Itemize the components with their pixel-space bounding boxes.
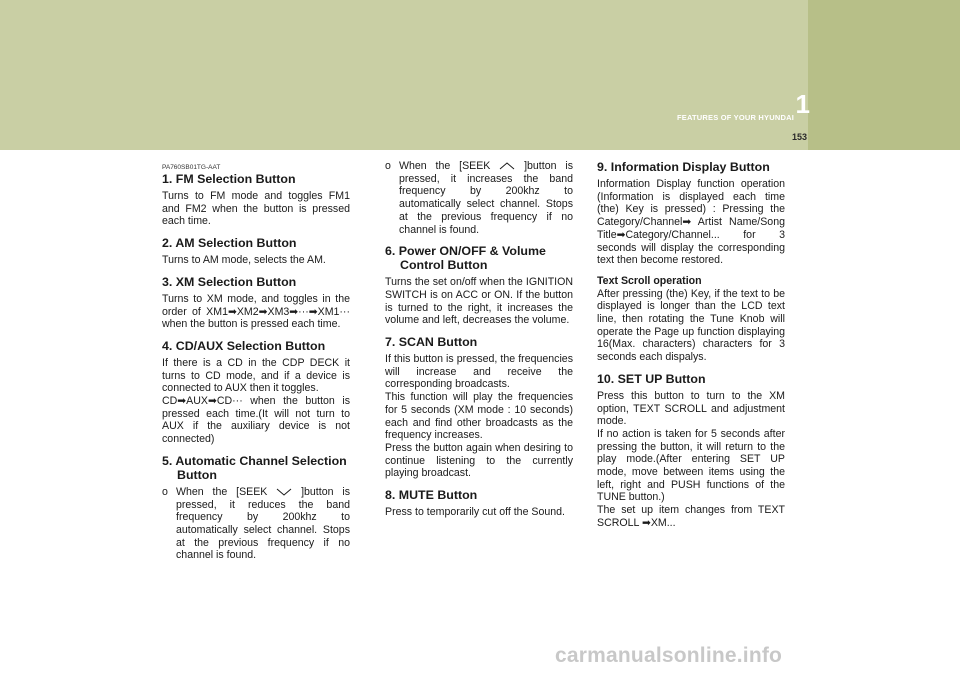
heading-info-display-button: 9. Information Display Button xyxy=(597,160,770,174)
text-scan-button-3: Press the button again when desiring to continue listening to the currently playing broadcast. xyxy=(385,441,573,480)
text-fm-button: Turns to FM mode and toggles FM1 and FM2 when the button is pressed each time. xyxy=(162,190,350,228)
text-cd-aux-button-1: If there is a CD in the CDP DECK it turns to CD mode, and if a device is connected to AUX then it toggles. xyxy=(162,356,350,395)
document-code: PA760SB01TG-AAT xyxy=(162,164,221,171)
text-setup-button-3: The set up item changes from TEXT SCROLL ➡XM... xyxy=(597,504,785,529)
heading-am-button: 2. AM Selection Button xyxy=(162,236,297,251)
heading-cd-aux-button: 4. CD/AUX Selection Button xyxy=(162,338,326,353)
chapter-tab xyxy=(808,0,960,150)
chevron-up-icon xyxy=(499,162,515,170)
chapter-number: 1 xyxy=(795,89,810,119)
text-text-scroll: After pressing (the) Key, if the text to be displayed is longer than the LCD text line, then rotating the Tune Knob will operate the Page up function displaying 16(Max. characters) characters for 3 seconds each dispalys. xyxy=(597,287,785,364)
subheading-text-scroll: Text Scroll operation xyxy=(597,274,702,287)
heading-mute-button: 8. MUTE Button xyxy=(385,488,478,503)
text-xm-button: Turns to XM mode, and toggles in the order of XM1➡XM2➡XM3➡···➡XM1··· when the button is pressed each time. xyxy=(162,292,350,331)
bullet-mark: o xyxy=(162,485,168,498)
watermark: carmanualsonline.info xyxy=(555,644,783,667)
column-left xyxy=(162,160,350,570)
heading-auto-channel-button: 5. Automatic Channel Selection Button xyxy=(162,453,347,482)
heading-fm-button: 1. FM Selection Button xyxy=(162,172,296,186)
text-setup-button-1: Press this button to turn to the XM option, TEXT SCROLL and adjustment mode. xyxy=(597,389,785,428)
text-cd-aux-button-2: CD➡AUX➡CD··· when the button is pressed each time.(It will not turn to AUX if the auxiliary device is not connected) xyxy=(162,395,350,446)
heading-scan-button: 7. SCAN Button xyxy=(385,335,478,350)
text-info-display-button: Information Display function operation (Information is displayed each time (the) Key is pressed) : Pressing the Category/Channel➡ Artist Name/Song Title➡Category/Channel... for 3 seconds will display the corresponding text then become restored. xyxy=(597,178,785,267)
text-mute-button: Press to temporarily cut off the Sound. xyxy=(385,506,565,519)
list-item xyxy=(162,486,350,562)
heading-setup-button: 10. SET UP Button xyxy=(597,371,706,386)
section-title: FEATURES OF YOUR HYUNDAI xyxy=(676,113,794,122)
text-am-button: Turns to AM mode, selects the AM. xyxy=(162,254,326,267)
bullet-mark: o xyxy=(385,160,391,172)
list-item xyxy=(385,160,573,236)
text-setup-button-2: If no action is taken for 5 seconds after pressing the button, it will return to the play mode.(After entering SET UP mode, move between items using the left, right and PUSH functions of the TUNE button.) xyxy=(597,427,785,504)
text-seek-down: When the [SEEK ]button is pressed, it reduces the band frequency by 200khz to automatically select channel. Stops at the previous frequency if no channel is found. xyxy=(176,485,350,562)
page-number: 153 xyxy=(791,132,807,142)
heading-power-volume-button: 6. Power ON/OFF & Volume Control Button xyxy=(385,244,546,273)
text-scan-button-1: If this button is pressed, the frequencies will increase and receive the corresponding broadcasts. xyxy=(385,353,573,391)
text-scan-button-2: This function will play the frequencies for 5 seconds (XM mode : 10 seconds) each and find other broadcasts as the frequency increases. xyxy=(385,391,573,442)
column-right xyxy=(597,160,785,538)
text-seek-up: When the [SEEK ]button is pressed, it increases the band frequency by 200khz to automatically select channel. Stops at the previous frequency if no channel is found. xyxy=(399,160,573,236)
text-power-volume-button: Turns the set on/off when the IGNITION SWITCH is on ACC or ON. If the button is turned to the right, it increases the volume and left, decreases the volume. xyxy=(385,276,573,327)
heading-xm-button: 3. XM Selection Button xyxy=(162,274,297,289)
column-middle xyxy=(385,160,573,527)
chevron-down-icon xyxy=(276,488,292,496)
